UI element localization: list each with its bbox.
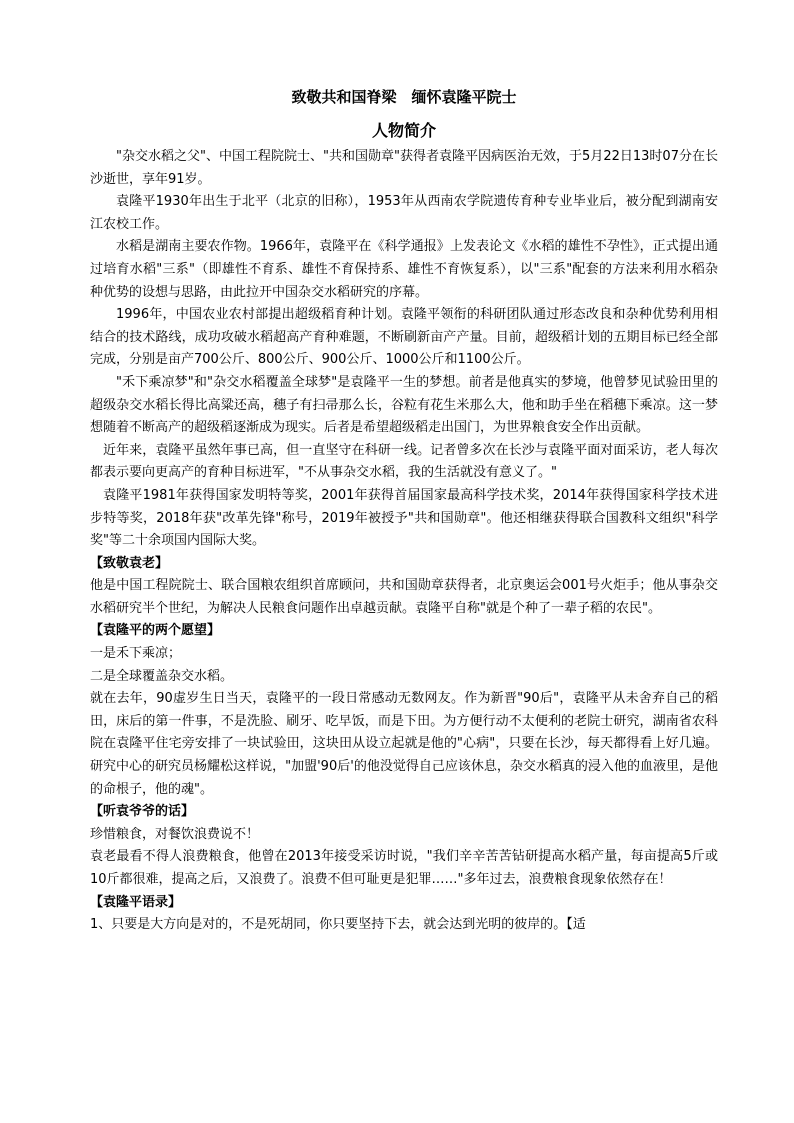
- paragraph-intro-3: 水稻是湖南主要农作物。1966年，袁隆平在《科学通报》上发表论文《水稻的雄性不孕性》，正式提出通过培育水稻"三系"（即雄性不育系、雄性不育保持系、雄性不育恢复系），以"三系"配套的方法来利用水稻杂种优势的设想与思路，由此拉开中国杂交水稻研究的序幕。: [90, 239, 718, 300]
- paragraph-intro-2: 袁隆平1930年出生于北平（北京的旧称），1953年从西南农学院遗传育种专业毕业后，被分配到湖南安江农校工作。: [90, 194, 718, 232]
- wish-line-2: 二是全球覆盖杂交水稻。: [90, 668, 234, 684]
- paragraph-tribute: 他是中国工程院院士、联合国粮农组织首席顾问，共和国勋章获得者，北京奥运会001号火炬手；他从事杂交水稻研究半个世纪，为解决人民粮食问题作出卓越贡献。袁隆平自称"就是个种了一辈子稻的农民"。: [90, 578, 718, 616]
- wish-line-1: 一是禾下乘凉；: [90, 646, 182, 662]
- paragraph-intro-7: 袁隆平1981年获得国家发明特等奖，2001年获得首届国家最高科学技术奖，2014年获得国家科学技术进步特等奖，2018年获"改革先锋"称号，2019年被授予"共和国勋章"。他还相继获得联合国教科文组织"科学奖"等二十余项国内国际大奖。: [90, 487, 718, 549]
- quote-item-1: 1、只要是大方向是对的，不是死胡同，你只要坚持下去，就会达到光明的彼岸的。【适: [90, 917, 586, 933]
- paragraph-wishes: 就在去年，90虚岁生日当天，袁隆平的一段日常感动无数网友。作为新晋"90后"，袁隆平从未舍弃自己的稻田，床后的第一件事，不是洗脸、刷牙、吃早饭，而是下田。为方便行动不太便利的老院士研究，湖南省农科院在袁隆平住宅旁安排了一块试验田，这块田从设立起就是他的"心病"，只要在长沙，每天都得看上好几遍。研究中心的研究员杨耀松这样说，"加盟'90后'的他没觉得自己应该休息，杂交水稻真的浸入他的血液里，是他的命根子，他的魂"。: [90, 691, 718, 797]
- words-line-1: 珍惜粮食，对餐饮浪费说不！: [90, 826, 260, 842]
- document-title: 致敬共和国脊梁 缅怀袁隆平院士: [291, 88, 517, 106]
- paragraph-intro-1: "杂交水稻之父"、中国工程院院士、"共和国勋章"获得者袁隆平因病医治无效，于5月22日13时07分在长沙逝世，享年91岁。: [90, 149, 718, 187]
- paragraph-intro-4: 1996年，中国农业农村部提出超级稻育种计划。袁隆平领衔的科研团队通过形态改良和杂种优势利用相结合的技术路线，成功攻破水稻超高产育种难题，不断刷新亩产产量。目前，超级稻计划的五期目标已经全部完成，分别是亩产700公斤、800公斤、900公斤、1000公斤和1100公斤。: [90, 307, 718, 368]
- section-heading-tribute: 【致敬袁老】: [90, 555, 169, 571]
- section-heading-quotes: 【袁隆平语录】: [90, 894, 182, 910]
- paragraph-intro-6: 近年来，袁隆平虽然年事已高，但一直坚守在科研一线。记者曾多次在长沙与袁隆平面对面采访，老人每次都表示要向更高产的育种目标进军，"不从事杂交水稻，我的生活就没有意义了。": [90, 442, 718, 481]
- section-subtitle: 人物简介: [371, 121, 436, 140]
- section-heading-wishes: 【袁隆平的两个愿望】: [90, 623, 221, 639]
- paragraph-intro-5: "禾下乘凉梦"和"杂交水稻覆盖全球梦"是袁隆平一生的梦想。前者是他真实的梦境，他曾梦见试验田里的超级杂交水稻长得比高粱还高，穗子有扫帚那么长，谷粒有花生米那么大，他和助手坐在稻穗下乘凉。这一梦想随着不断高产的超级稻逐渐成为现实。后者是希望超级稻走出国门，为世界粮食安全作出贡献。: [90, 374, 718, 436]
- section-heading-words: 【听袁爷爷的话】: [90, 804, 195, 820]
- paragraph-words: 袁老最看不得人浪费粮食，他曾在2013年接受采访时说，"我们辛辛苦苦钻研提高水稻产量，每亩提高5斤或10斤都很难，提高之后，又浪费了。浪费不但可耻更是犯罪……"多年过去，浪费粮食现象依然存在！: [90, 849, 718, 887]
- document-page: [90, 86, 718, 937]
